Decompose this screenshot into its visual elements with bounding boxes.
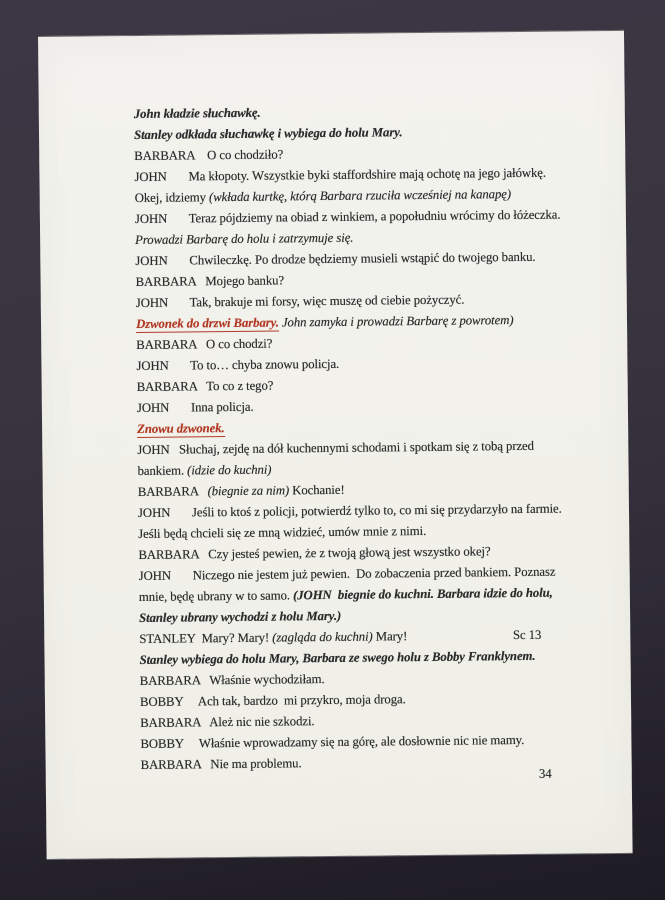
- script-text: Prowadzi Barbarę do holu i zatrzymuje się.: [135, 230, 354, 247]
- script-text: JOHN Teraz pójdziemy na obiad z winkiem, a popołudniu wrócimy do łóżeczka.: [134, 207, 561, 226]
- stage-cue-heading: Dzwonek do drzwi Barbary.: [135, 315, 279, 331]
- script-text: BARBARA To co z tego?: [136, 378, 274, 394]
- script-text: mnie, będę ubrany w to samo.: [138, 588, 294, 604]
- script-text: bankiem.: [137, 463, 188, 478]
- script-text: Stanley ubrany wychodzi z holu Mary.): [139, 608, 342, 625]
- script-text: JOHN Słuchaj, zejdę na dół kuchennymi schodami i spotkam się z tobą przed: [137, 438, 534, 457]
- script-text: JOHN To to… chyba znowu policja.: [136, 356, 340, 373]
- script-page-sheet: [38, 30, 633, 859]
- script-text: JOHN Inna policja.: [136, 399, 254, 415]
- script-text: John zamyka i prowadzi Barbarę z powrotem): [278, 313, 514, 330]
- script-text: BARBARA Czy jesteś pewien, że z twoją głową jest wszystko okej?: [138, 544, 491, 562]
- script-text: BARBARA: [137, 484, 208, 499]
- script-text: John kładzie słuchawkę.: [133, 105, 261, 122]
- script-text: (JOHN biegnie do kuchni. Barbara idzie do holu,: [292, 585, 553, 603]
- script-text: BARBARA O co chodziło?: [134, 147, 284, 163]
- script-body: [134, 99, 581, 776]
- script-text: (zagląda do kuchni): [272, 629, 373, 645]
- script-text: (biegnie za nim): [207, 483, 290, 499]
- script-text: Mary!: [372, 629, 408, 644]
- script-text: Stanley wybiega do holu Mary, Barbara ze swego holu z Bobby Franklynem.: [139, 648, 536, 667]
- script-text: STANLEY Mary? Mary!: [139, 630, 273, 646]
- scene-number: Sc 13: [512, 627, 542, 643]
- script-text: JOHN Ma kłopoty. Wszystkie byki staffordshire mają ochotę na jego jałówkę.: [134, 165, 547, 184]
- script-text: JOHN Jeśli to ktoś z policji, potwierdź tylko to, co mi się przydarzyło na farmie.: [137, 501, 562, 520]
- script-text: Okej, idziemy: [134, 190, 210, 205]
- script-text: BARBARA Nie ma problemu.: [140, 756, 302, 772]
- page-number: 34: [538, 766, 552, 781]
- script-text: (idzie do kuchni): [187, 462, 272, 478]
- script-line: [141, 750, 581, 776]
- script-text: Kochanie!: [289, 482, 345, 498]
- script-text: BARBARA O co chodzi?: [136, 336, 273, 352]
- script-text: Jeśli będą chcieli się ze mną widzieć, umów mnie z nimi.: [138, 523, 427, 541]
- script-text: BARBARA Właśnie wychodziłam.: [139, 672, 325, 688]
- script-text: BARBARA Mojego banku?: [135, 273, 285, 289]
- script-text: (wkłada kurtkę, którą Barbara rzuciła wcześniej na kanapę): [208, 187, 512, 205]
- script-text: Stanley odkłada słuchawkę i wybiega do holu Mary.: [133, 125, 403, 142]
- script-text: JOHN Chwileczkę. Po drodze będziemy musieli wstąpić do twojego banku.: [135, 249, 536, 268]
- script-text: JOHN Niczego nie jestem już pewien. Do zobaczenia przed bankiem. Poznasz: [138, 564, 556, 583]
- script-text: BOBBY Właśnie wprowadzamy się na górę, ale dosłownie nic nie mamy.: [140, 732, 525, 751]
- script-text: BOBBY Ach tak, bardzo mi przykro, moja droga.: [139, 692, 406, 709]
- script-text: BARBARA Ależ nic nie szkodzi.: [140, 714, 315, 730]
- stage-cue-heading: Znowu dzwonek.: [137, 421, 225, 436]
- script-text: JOHN Tak, brakuje mi forsy, więc muszę od ciebie pożyczyć.: [135, 292, 465, 310]
